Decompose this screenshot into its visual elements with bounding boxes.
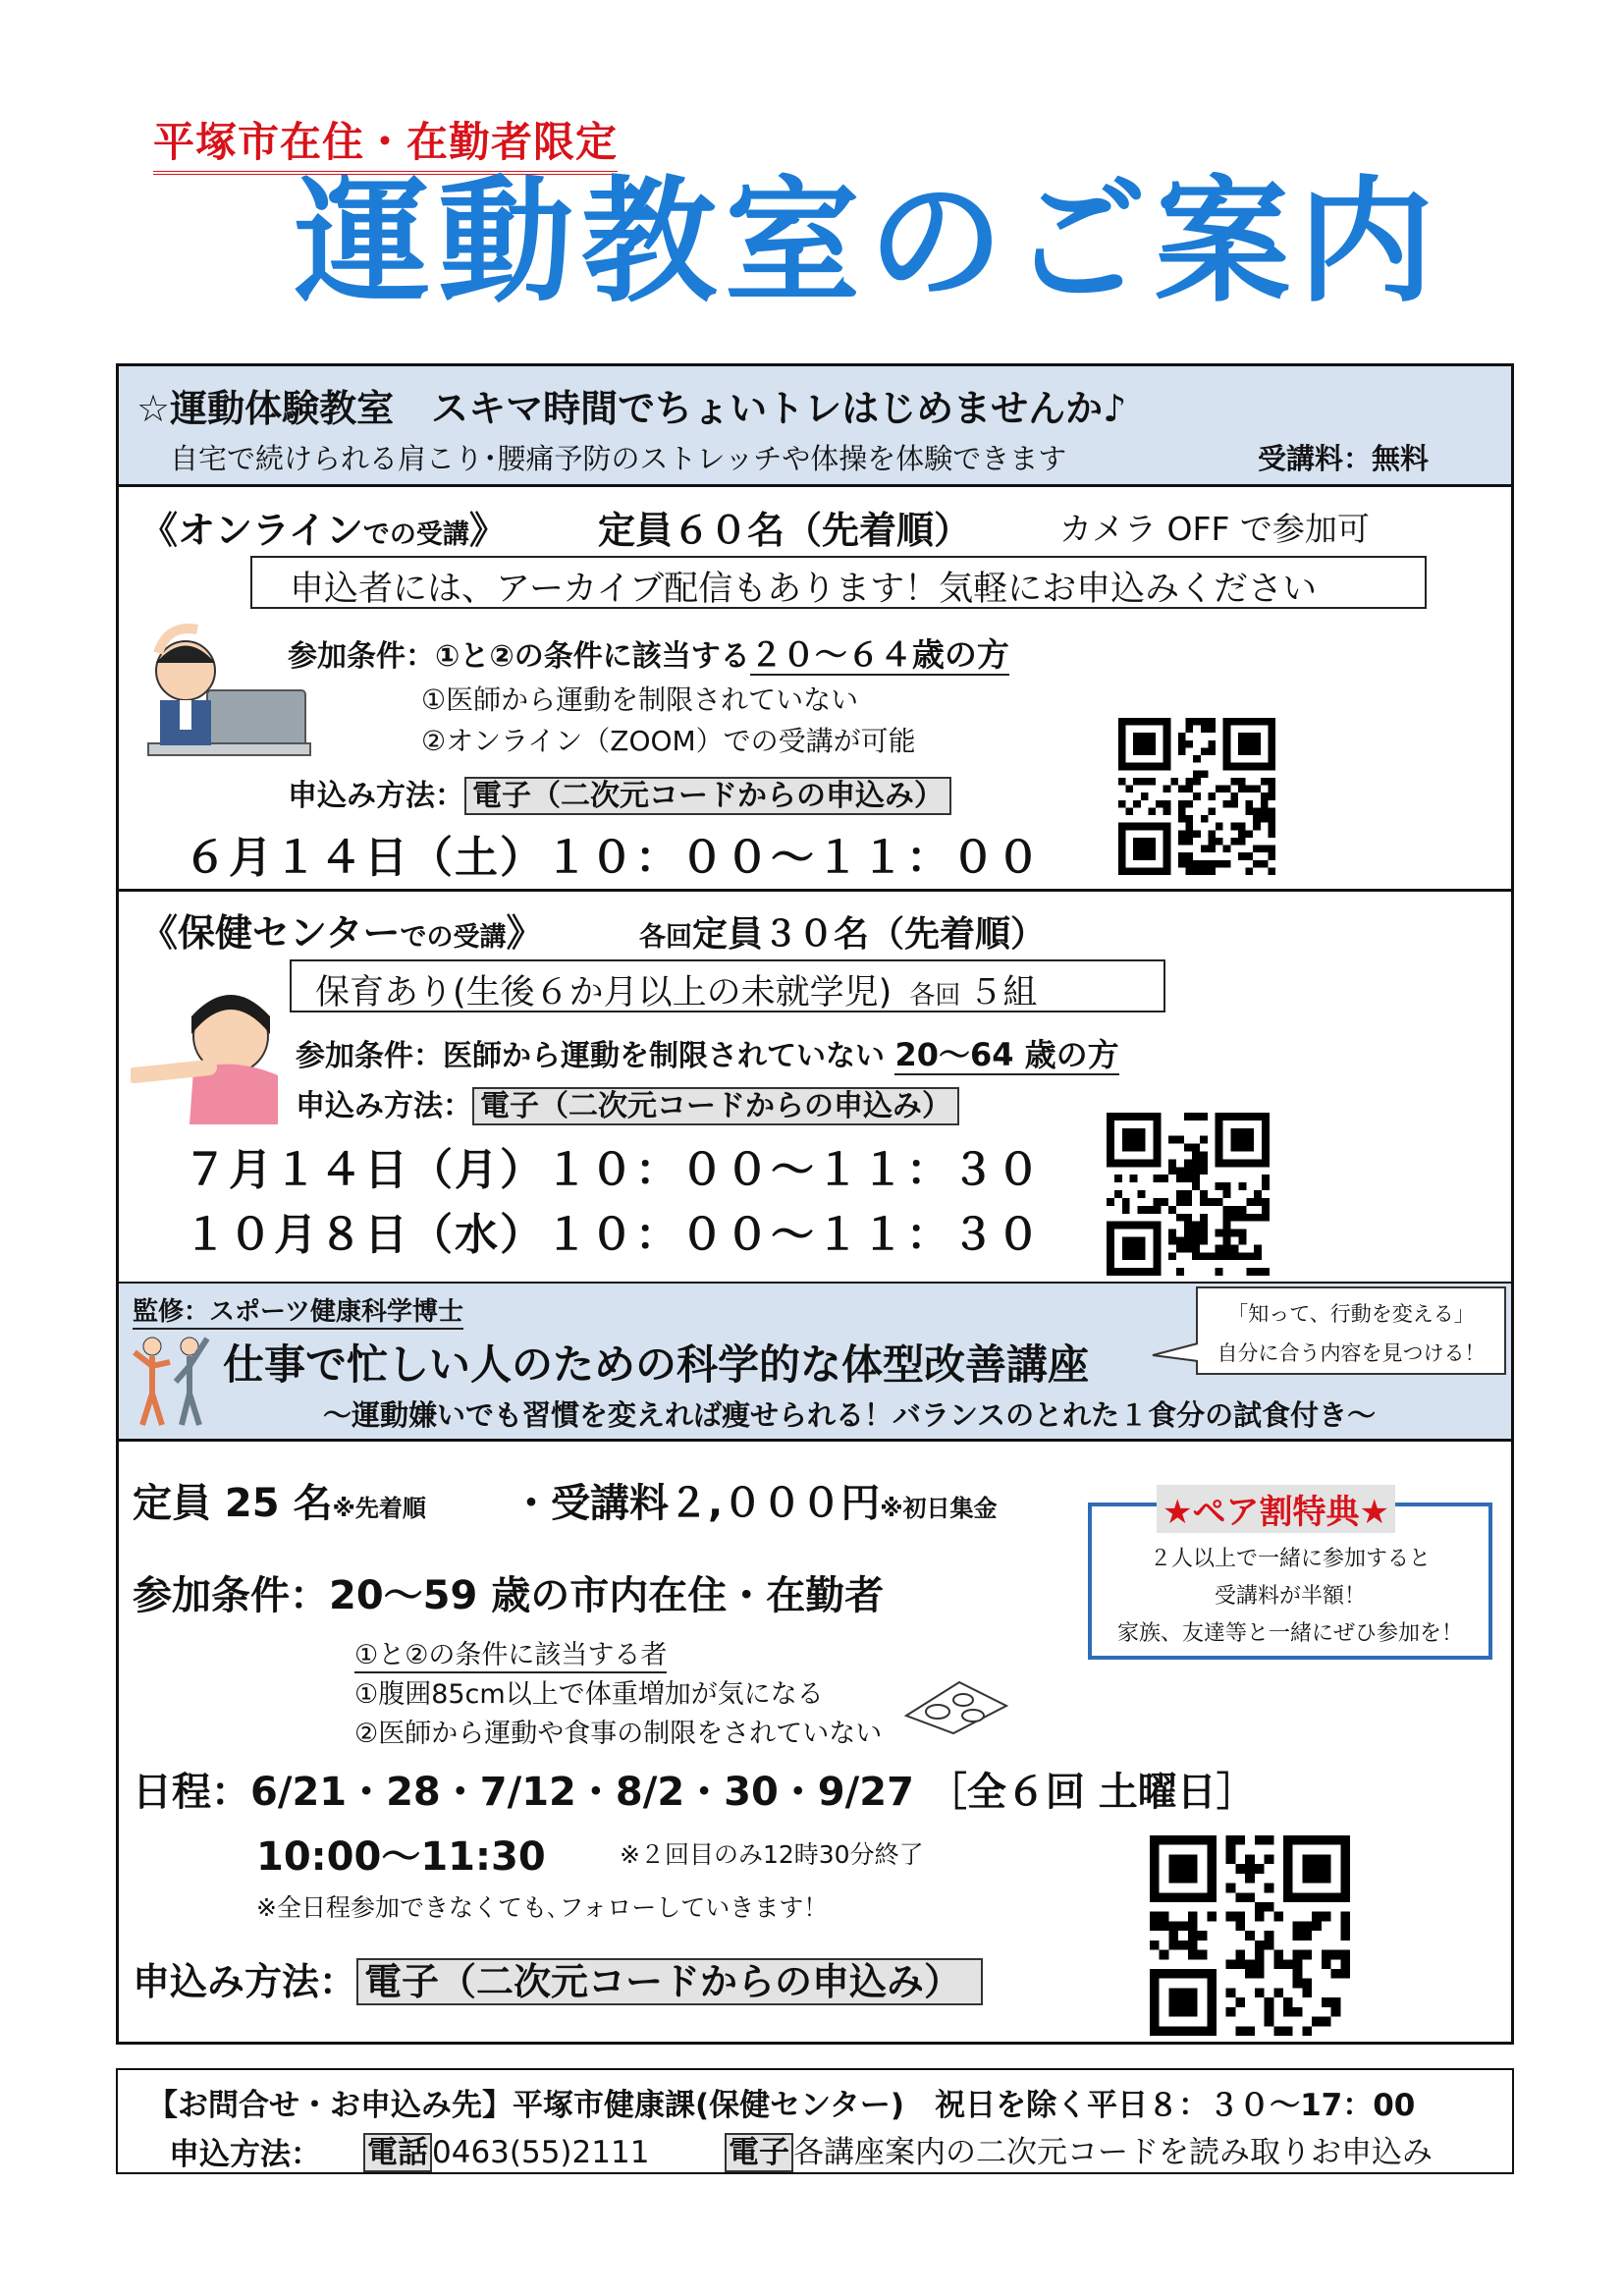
online-camera-note: カメラ OFF で参加可 [1059, 510, 1370, 548]
lecture-title: 仕事で忙しい人のための科学的な体型改善講座 [223, 1340, 1090, 1389]
center-heading-small: での受講 [400, 922, 507, 953]
lecture-supervisor: 監修：スポーツ健康科学博士 [133, 1291, 463, 1330]
lecture-fee-note: ※初日集金 [880, 1495, 998, 1522]
online-condition-label: 参加条件：①と②の条件に該当する [288, 639, 750, 674]
bubble-tail [1151, 1341, 1200, 1365]
center-capacity-small: 各回 [639, 922, 692, 953]
pair-discount-title: ★ペア割特典★ [1157, 1485, 1395, 1533]
online-condition-1: ①医師から運動を制限されていない [421, 683, 859, 716]
footer-method-label: 申込方法： [169, 2137, 321, 2172]
lecture-capacity-value: 定員 25 名 [133, 1481, 333, 1526]
center-capacity [639, 906, 1046, 957]
center-method [296, 1081, 959, 1124]
childcare-small: 各回 [909, 981, 961, 1011]
lecture-method-value: 電子（二次元コードからの申込み） [356, 1958, 983, 2005]
center-heading [140, 902, 544, 957]
childcare-count: ５組 [968, 973, 1038, 1012]
footer-web [725, 2127, 1433, 2171]
lecture-method [133, 1951, 983, 2005]
online-condition-age: ２０～６４歳の方 [749, 635, 1009, 674]
online-method [288, 771, 951, 814]
online-date: ６月１４日（土）１０：００～１１：００ [184, 833, 1042, 883]
lecture-subtitle: ～運動嫌いでも習慣を変えれば痩せられる！バランスのとれた１食分の試食付き～ [323, 1398, 1377, 1432]
section1-fee: 受講料：無料 [1258, 442, 1430, 475]
center-method-label: 申込み方法： [296, 1089, 472, 1123]
meal-tray-illustration [900, 1676, 1008, 1735]
center-date-2: １０月８日（水）１０：００～１１：３０ [184, 1210, 1042, 1260]
pair-line-2: 受講料が半額！ [1214, 1584, 1366, 1609]
online-condition-2: ②オンライン（ZOOM）での受講が可能 [421, 725, 916, 757]
online-capacity: 定員６０名（先着順） [598, 509, 972, 552]
page-title: 運動教室のご案内 [295, 163, 1442, 321]
pair-line-1: ２人以上で一緒に参加すると [1149, 1547, 1431, 1571]
center-condition [296, 1030, 1119, 1075]
footer-web-label: 電子 [725, 2133, 793, 2172]
online-heading-main: 《オンライン [140, 509, 363, 552]
footer-contact: 【お問合せ・お申込み先】平塚市健康課(保健センター) 祝日を除く平日８：３０～17：00 [147, 2088, 1416, 2123]
bubble-line-1: 「知って、行動を変える」 [1227, 1302, 1475, 1326]
divider [119, 484, 1511, 487]
center-capacity-value: 定員３０名（先着順） [692, 914, 1047, 955]
main-frame [116, 363, 1514, 2045]
online-condition [288, 629, 1009, 676]
lecture-schedule: 日程：6/21・28・7/12・8/2・30・9/27 ［全６回 土曜日］ [133, 1770, 1256, 1815]
section1-description: 自宅で続けられる肩こり･腰痛予防のストレッチや体操を体験できます [170, 442, 1067, 475]
lecture-capacity [133, 1472, 426, 1528]
center-date-1: ７月１４日（月）１０：００～１１：３０ [184, 1145, 1042, 1195]
lecture-method-label: 申込み方法： [133, 1960, 357, 2003]
online-method-value: 電子（二次元コードからの申込み） [464, 777, 951, 815]
lecture-condition-2: ②医師から運動や食事の制限をされていない [354, 1719, 883, 1749]
section1-heading: ☆運動体験教室 スキマ時間でちょいトレはじめませんか♪ [136, 387, 1127, 430]
pair-line-3: 家族、友達等と一緒にぜひ参加を！ [1116, 1621, 1463, 1646]
childcare-box [290, 959, 1165, 1012]
lecture-capacity-note: ※先着順 [332, 1495, 426, 1522]
contact-footer [116, 2068, 1514, 2174]
woman-stretching-illustration [131, 977, 298, 1124]
divider [119, 1439, 1511, 1442]
lecture-qr-code[interactable] [1150, 1835, 1350, 2036]
archive-notice-box: 申込者には、アーカイブ配信もあります！気軽にお申込みください [250, 556, 1427, 609]
footer-phone [363, 2127, 649, 2171]
childcare-text: 保育あり(生後６か月以上の未就学児) [315, 973, 893, 1012]
center-qr-code[interactable] [1107, 1113, 1270, 1276]
footer-phone-number[interactable]: 0463(55)2111 [432, 2135, 650, 2170]
online-method-label: 申込み方法： [288, 779, 464, 813]
lecture-time-note: ※２回目のみ12時30分終了 [620, 1840, 924, 1869]
online-heading-small: での受講 [362, 519, 469, 550]
online-heading [140, 500, 507, 554]
lecture-fee-value: ・受講料２,０００円 [512, 1481, 881, 1526]
lecture-speech-bubble [1196, 1286, 1506, 1375]
bubble-line-2: 自分に合う内容を見つける！ [1217, 1341, 1486, 1365]
center-heading-end: 》 [506, 911, 544, 955]
lecture-condition-intro: ①と②の条件に該当する者 [354, 1633, 667, 1673]
center-condition-label: 参加条件：医師から運動を制限されていない [296, 1039, 885, 1073]
two-people-exercise-illustration [133, 1333, 211, 1431]
center-condition-age: 20～64 歳の方 [894, 1036, 1119, 1073]
lecture-condition: 参加条件：20～59 歳の市内在住・在勤者 [133, 1573, 885, 1618]
online-qr-code[interactable] [1118, 718, 1275, 875]
lecture-condition-1: ①腹囲85cm以上で体重増加が気になる [354, 1679, 824, 1710]
online-heading-end: 》 [468, 509, 507, 552]
eligibility-subtitle: 平塚市在住・在勤者限定 [153, 110, 618, 175]
lecture-time: 10:00～11:30 [256, 1834, 546, 1880]
lecture-fee [512, 1472, 998, 1528]
footer-phone-label: 電話 [363, 2133, 432, 2172]
lecture-follow-note: ※全日程参加できなくても､フォローしていきます！ [256, 1893, 829, 1922]
pair-discount-box [1088, 1493, 1492, 1660]
laptop-shape [207, 690, 305, 751]
section1-band [119, 366, 1511, 484]
divider [119, 889, 1511, 892]
center-method-value: 電子（二次元コードからの申込み） [472, 1087, 959, 1125]
footer-web-text: 各講座案内の二次元コードを読み取りお申込み [793, 2135, 1433, 2170]
center-heading-main: 《保健センター [140, 911, 401, 955]
